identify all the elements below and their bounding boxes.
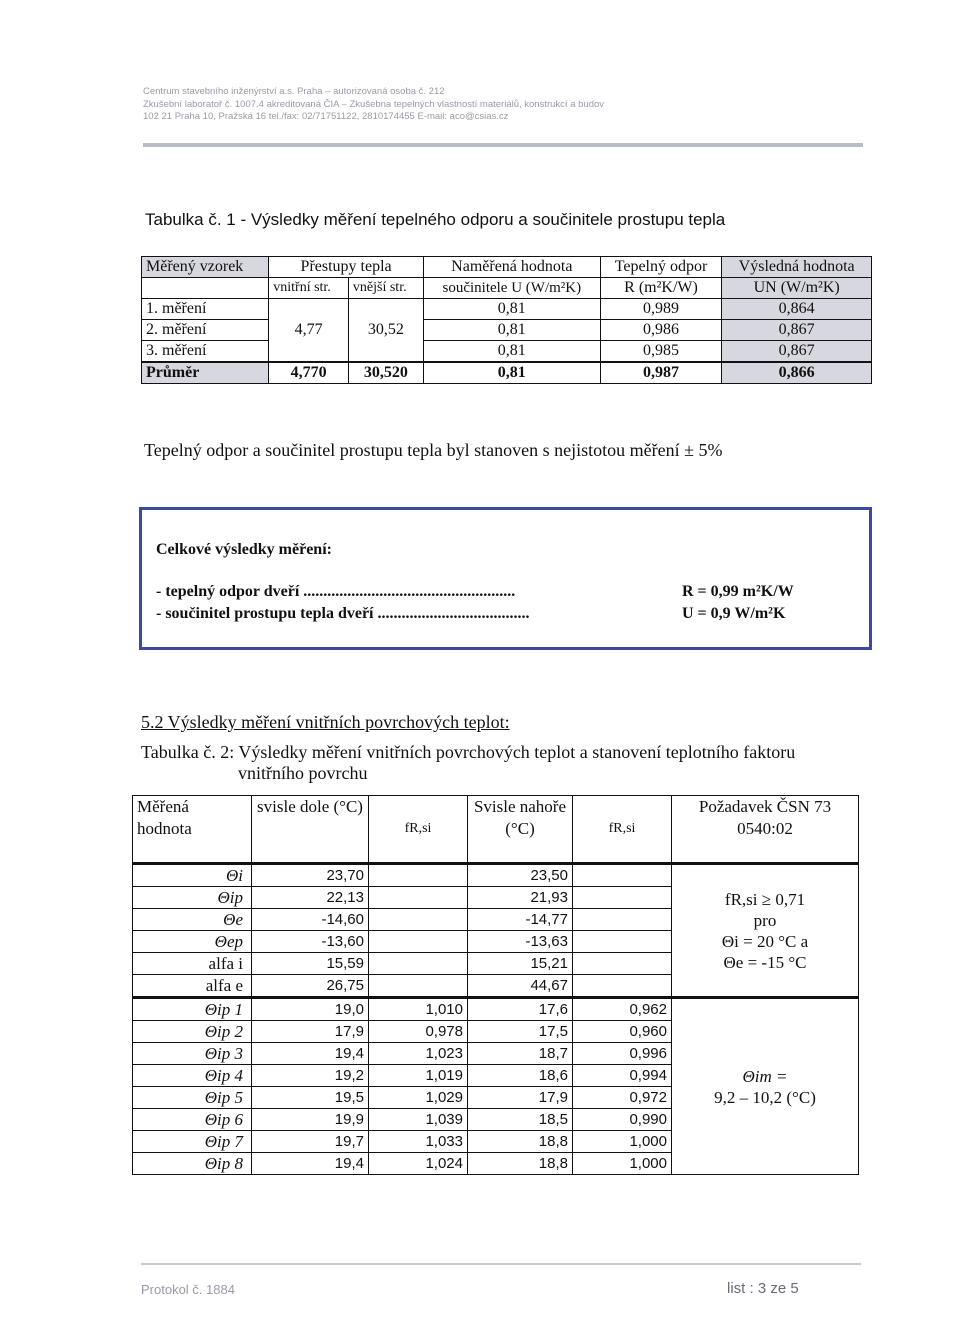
- t2-row-top: 18,8: [468, 1131, 573, 1153]
- t2-req5: Θim =: [742, 1066, 788, 1086]
- t1-row1-un: 0,864: [722, 299, 872, 320]
- t2-row-label: Θep: [133, 931, 252, 953]
- t1-row2-name: 2. měření: [142, 320, 269, 341]
- table2-title-line2: vnitřního povrchu: [238, 763, 368, 783]
- t2-row-top: 17,9: [468, 1087, 573, 1109]
- footer-divider: [141, 1263, 861, 1265]
- t2-row-bottom: 19,4: [252, 1153, 369, 1175]
- table1-subheader-row: [142, 278, 872, 299]
- t2-row-f2: 0,962: [573, 998, 672, 1021]
- t2-row-label: alfa i: [133, 953, 252, 975]
- table-row: [133, 864, 859, 887]
- t2-row-f2: 0,960: [573, 1021, 672, 1043]
- t2-row-top: 18,5: [468, 1109, 573, 1131]
- t1-row3-u: 0,81: [423, 341, 600, 363]
- t2-row-top: 23,50: [468, 864, 573, 887]
- t2-row-f1: [369, 953, 468, 975]
- t2-row-label: Θi: [133, 864, 252, 887]
- header-divider: [143, 143, 863, 147]
- table2: [132, 795, 859, 1175]
- table1: [141, 256, 872, 384]
- t2-row-f2: 1,000: [573, 1153, 672, 1175]
- t2-h-f2: fR,si: [573, 796, 672, 864]
- t1-h-measured: Naměřená hodnota: [423, 257, 600, 278]
- t2-row-f1: 1,039: [369, 1109, 468, 1131]
- t1-row2-un: 0,867: [722, 320, 872, 341]
- letterhead-line-1: Centrum stavebního inženýrství a.s. Praha – autorizovaná osoba č. 212: [143, 86, 445, 97]
- t2-row-top: 18,7: [468, 1043, 573, 1065]
- t2-row-top: 17,6: [468, 998, 573, 1021]
- t1-h-outer: vnější str.: [348, 278, 423, 299]
- t2-row-f2: [573, 887, 672, 909]
- t2-row-label: Θip 2: [133, 1021, 252, 1043]
- t2-row-bottom: 19,4: [252, 1043, 369, 1065]
- t1-row2-r: 0,986: [600, 320, 722, 341]
- t2-row-f2: [573, 953, 672, 975]
- page-number: list : 3 ze 5: [727, 1280, 799, 1297]
- t2-row-f1: [369, 887, 468, 909]
- t1-avg-name: Průměr: [142, 362, 269, 384]
- t1-h-resist2: R (m²K/W): [600, 278, 722, 299]
- table-row: [142, 341, 872, 363]
- t2-row-label: alfa e: [133, 975, 252, 998]
- t2-row-bottom: 19,7: [252, 1131, 369, 1153]
- t1-h-empty: [142, 278, 269, 299]
- t2-row-label: Θip 6: [133, 1109, 252, 1131]
- summary-line-transmittance: - součinitel prostupu tepla dveří ......................................: [156, 605, 530, 622]
- t1-avg-inner: 4,770: [269, 362, 349, 384]
- t2-row-bottom: 19,5: [252, 1087, 369, 1109]
- t2-row-top: 15,21: [468, 953, 573, 975]
- t1-outer-value: 30,52: [348, 299, 423, 363]
- t1-row1-r: 0,989: [600, 299, 722, 320]
- t1-row3-r: 0,985: [600, 341, 722, 363]
- t2-row-f1: 1,024: [369, 1153, 468, 1175]
- t2-req1: fR,si ≥ 0,71: [724, 889, 806, 909]
- t1-avg-outer: 30,520: [348, 362, 423, 384]
- t2-row-bottom: 15,59: [252, 953, 369, 975]
- t2-h-meas: Měřená hodnota: [133, 796, 252, 864]
- t1-h-measured2: součinitele U (W/m²K): [423, 278, 600, 299]
- t2-row-bottom: 17,9: [252, 1021, 369, 1043]
- table1-average-row: [142, 362, 872, 384]
- t2-row-f2: [573, 975, 672, 998]
- t2-row-label: Θe: [133, 909, 252, 931]
- table2-title: [141, 742, 861, 784]
- t2-row-top: 18,8: [468, 1153, 573, 1175]
- summary-box: [139, 507, 872, 650]
- t2-h-f1: fR,si: [369, 796, 468, 864]
- t2-row-f2: [573, 931, 672, 953]
- t2-row-label: Θip 1: [133, 998, 252, 1021]
- letterhead-line-3: 102 21 Praha 10, Pražská 16 tel./fax: 02/71751122, 2810174455 E-mail: aco@csias.cz: [143, 111, 509, 122]
- t2-req2: pro: [753, 910, 777, 930]
- t2-requirement-cell: [672, 864, 859, 998]
- t2-row-label: Θip 4: [133, 1065, 252, 1087]
- summary-title: Celkové výsledky měření:: [156, 541, 332, 558]
- t2-row-label: Θip 8: [133, 1153, 252, 1175]
- summary-value-r: R = 0,99 m²K/W: [682, 583, 794, 600]
- t1-row1-u: 0,81: [423, 299, 600, 320]
- t2-row-top: 17,5: [468, 1021, 573, 1043]
- t2-row-top: 44,67: [468, 975, 573, 998]
- t2-row-f2: 0,996: [573, 1043, 672, 1065]
- t2-row-f2: 0,994: [573, 1065, 672, 1087]
- table2-header-row: [133, 796, 859, 864]
- t2-req4: Θe = -15 °C: [723, 952, 807, 972]
- t1-h-resist: Tepelný odpor: [600, 257, 722, 278]
- t2-row-f1: 1,010: [369, 998, 468, 1021]
- t2-row-bottom: -14,60: [252, 909, 369, 931]
- letterhead: [143, 86, 863, 124]
- section-heading: 5.2 Výsledky měření vnitřních povrchových teplot:: [141, 712, 510, 732]
- t1-row3-name: 3. měření: [142, 341, 269, 363]
- t2-row-f1: 1,029: [369, 1087, 468, 1109]
- t2-row-f2: [573, 864, 672, 887]
- t1-h-transfer: Přestupy tepla: [269, 257, 424, 278]
- t1-h-sample: Měřený vzorek: [142, 257, 269, 278]
- t2-row-bottom: -13,60: [252, 931, 369, 953]
- t2-row-top: -14,77: [468, 909, 573, 931]
- t1-avg-u: 0,81: [423, 362, 600, 384]
- t1-row3-un: 0,867: [722, 341, 872, 363]
- t2-h-top: Svisle nahoře (°C): [468, 796, 573, 864]
- t2-h-vert: svisle dole (°C): [252, 796, 369, 864]
- table1-header-row: [142, 257, 872, 278]
- t2-row-bottom: 23,70: [252, 864, 369, 887]
- t1-h-inner: vnitřní str.: [269, 278, 349, 299]
- t2-row-f1: [369, 909, 468, 931]
- t2-row-f2: [573, 909, 672, 931]
- t2-row-label: Θip: [133, 887, 252, 909]
- table2-title-line1: Tabulka č. 2: Výsledky měření vnitřních povrchových teplot a stanovení teplotního faktoru: [141, 742, 796, 762]
- t1-row2-u: 0,81: [423, 320, 600, 341]
- t2-row-bottom: 22,13: [252, 887, 369, 909]
- table-row: [142, 299, 872, 320]
- t2-row-bottom: 19,9: [252, 1109, 369, 1131]
- t2-row-f2: 0,990: [573, 1109, 672, 1131]
- t2-row-top: 21,93: [468, 887, 573, 909]
- t1-h-result: Výsledná hodnota: [722, 257, 872, 278]
- t2-row-top: 18,6: [468, 1065, 573, 1087]
- t2-row-f2: 1,000: [573, 1131, 672, 1153]
- t2-row-bottom: 19,2: [252, 1065, 369, 1087]
- t1-avg-r: 0,987: [600, 362, 722, 384]
- t1-row1-name: 1. měření: [142, 299, 269, 320]
- t2-row-label: Θip 7: [133, 1131, 252, 1153]
- t2-row-bottom: 26,75: [252, 975, 369, 998]
- t2-row-f1: [369, 864, 468, 887]
- t2-row-f1: 1,023: [369, 1043, 468, 1065]
- t2-req3: Θi = 20 °C a: [721, 931, 809, 951]
- t1-avg-un: 0,866: [722, 362, 872, 384]
- t2-row-f1: 1,019: [369, 1065, 468, 1087]
- protocol-number: Protokol č. 1884: [141, 1282, 235, 1297]
- table-row: [142, 320, 872, 341]
- t2-row-f1: 0,978: [369, 1021, 468, 1043]
- uncertainty-note: Tepelný odpor a součinitel prostupu tepla byl stanoven s nejistotou měření ± 5%: [144, 440, 723, 460]
- t2-h-req: Požadavek ČSN 73 0540:02: [672, 796, 859, 864]
- t2-row-f1: 1,033: [369, 1131, 468, 1153]
- t2-row-f1: [369, 931, 468, 953]
- t2-row-f1: [369, 975, 468, 998]
- t1-h-result2: UN (W/m²K): [722, 278, 872, 299]
- t2-row-top: -13,63: [468, 931, 573, 953]
- t2-row-label: Θip 3: [133, 1043, 252, 1065]
- t1-inner-value: 4,77: [269, 299, 349, 363]
- t2-row-label: Θip 5: [133, 1087, 252, 1109]
- table1-title: Tabulka č. 1 - Výsledky měření tepelného odporu a součinitele prostupu tepla: [145, 210, 726, 229]
- letterhead-line-2: Zkušební laboratoř č. 1007.4 akreditovaná ČIA – Zkušebna tepelných vlastností materiálů, konstrukcí a budov: [143, 98, 605, 110]
- t2-row-bottom: 19,0: [252, 998, 369, 1021]
- t2-row-f2: 0,972: [573, 1087, 672, 1109]
- t2-req6: 9,2 – 10,2 (°C): [714, 1087, 816, 1107]
- table-row: [133, 998, 859, 1021]
- t2-im-requirement-cell: [672, 998, 859, 1175]
- summary-line-resistance: - tepelný odpor dveří .....................................................: [156, 583, 516, 600]
- summary-value-u: U = 0,9 W/m²K: [682, 605, 786, 622]
